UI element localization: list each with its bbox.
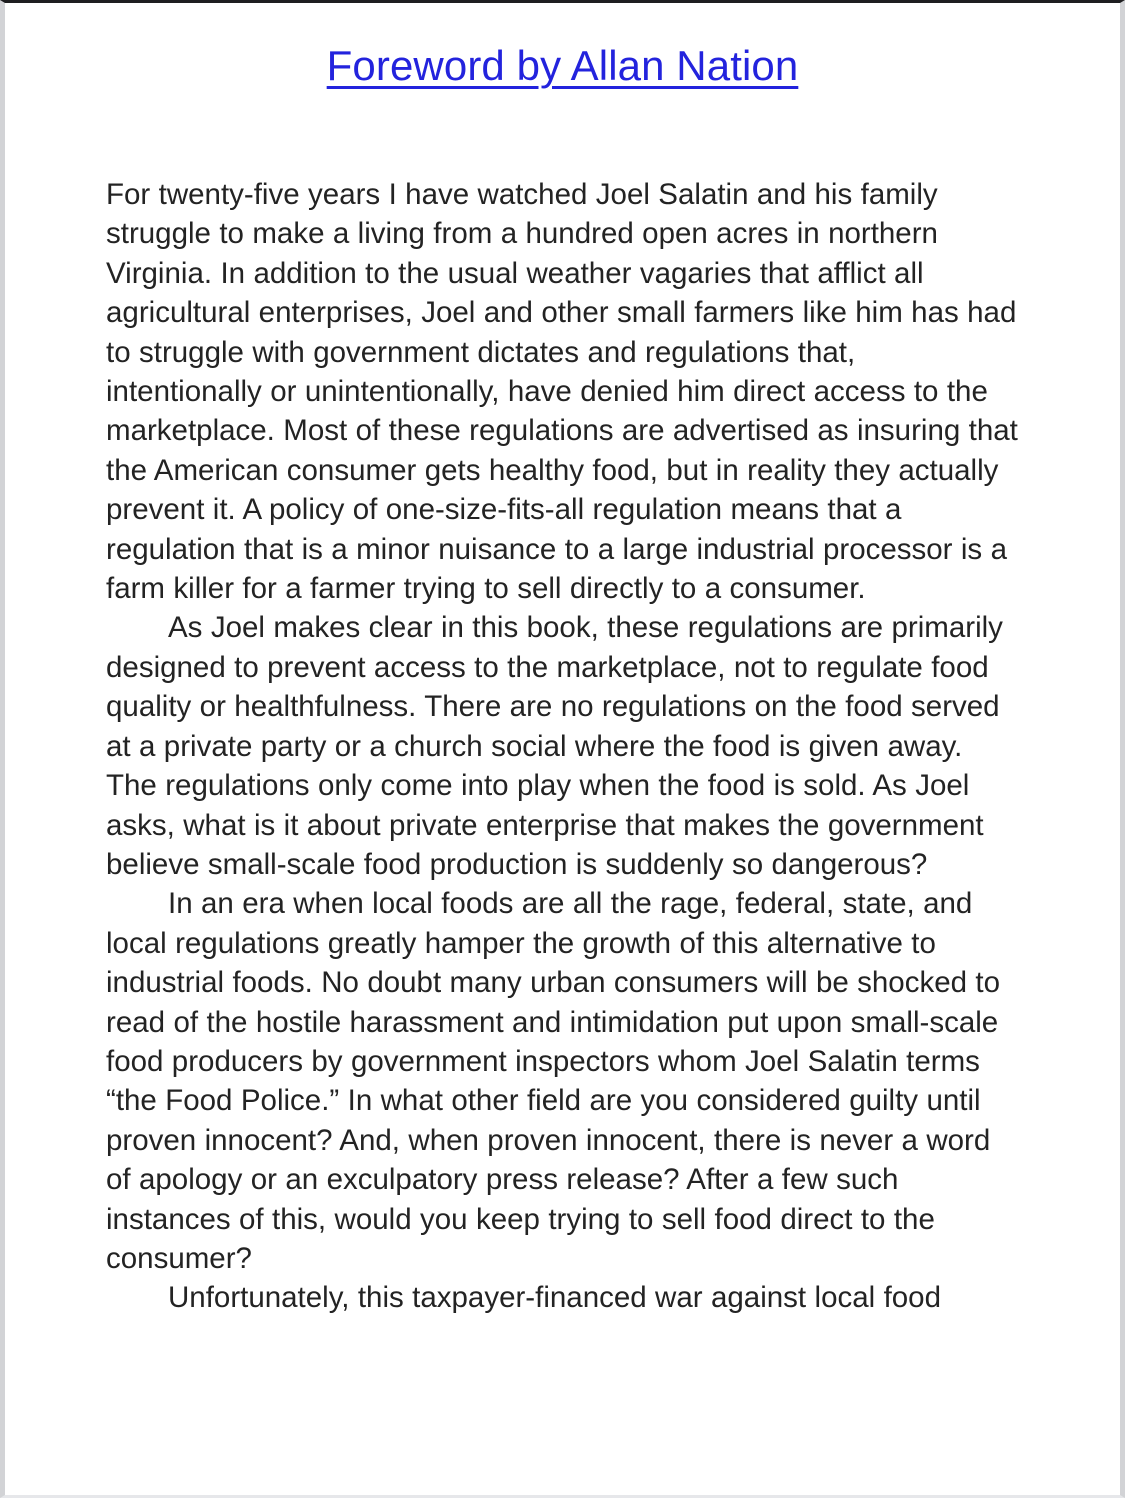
- paragraph-1: For twenty-five years I have watched Joel Salatin and his family struggle to make a living from a hundred open acres in northern Virginia. In addition to the usual weather vagaries that afflict all agricultural enterprises, Joel and other small farmers like him has had to struggle with government dictates and regulations that, intentionally or unintentionally, have denied him direct access to the marketplace. Most of these regulations are advertised as insuring that the American consumer gets healthy food, but in reality they actually prevent it. A policy of one-size-fits-all regulation means that a regulation that is a minor nuisance to a large industrial processor is a farm killer for a farmer trying to sell directly to a consumer.: [106, 178, 1018, 606]
- paragraph-3: In an era when local foods are all the rage, federal, state, and local regulations greatly hamper the growth of this alternative to industrial foods. No doubt many urban consumers will be shocked to read of the hostile harassment and intimidation put upon small-scale food producers by government inspectors whom Joel Salatin terms “the Food Police.” In what other field are you considered guilty until proven innocent? And, when proven innocent, there is never a word of apology or an exculpatory press release? After a few such instances of this, would you keep trying to sell food direct to the consumer?: [106, 887, 1001, 1275]
- page-content-area: [5, 3, 1120, 1495]
- paragraph-4: Unfortunately, this taxpayer-financed war against local food: [168, 1281, 941, 1315]
- page-title-link[interactable]: Foreword by Allan Nation: [326, 42, 799, 89]
- page-title: [5, 3, 1120, 91]
- body-copy: [106, 175, 1018, 1318]
- paragraph-2: As Joel makes clear in this book, these regulations are primarily designed to prevent access to the marketplace, not to regulate food quality or healthfulness. There are no regulations on the food served at a private party or a church social where the food is given away. The regulations only come into play when the food is sold. As Joel asks, what is it about private enterprise that makes the government believe small-scale food production is suddenly so dangerous?: [106, 611, 1003, 881]
